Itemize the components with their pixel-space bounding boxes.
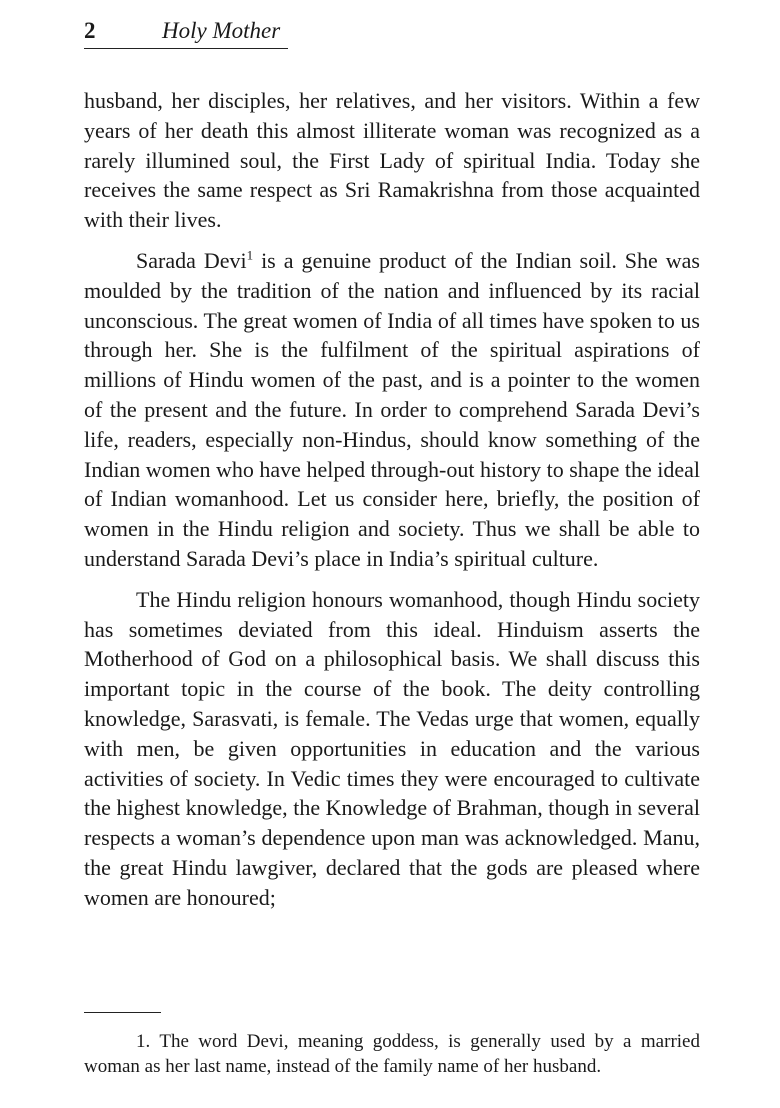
footnote-reference: 1: [246, 247, 254, 263]
page-number: 2: [84, 18, 96, 43]
paragraph-2-rest: is a genuine product of the Indian soil. She was moulded by the tradition of the nation and influenced by its racial unconscious. The great women of India of all times have spoken to us through her. She is the fulfilment of the spiritual aspirations of millions of Hindu women of the past, and is a pointer to the women of the present and the future. In order to comprehend Sarada Devi’s life, readers, especially non-Hindus, should know something of the Indian women who have helped through-out history to shape the ideal of Indian womanhood. Let us consider here, briefly, the position of women in the Hindu religion and society. Thus we shall be able to understand Sarada Devi’s place in India’s spiritual culture.: [84, 247, 700, 571]
book-page: [84, 14, 700, 913]
paragraph-1: husband, her disciples, her relatives, and her visitors. Within a few years of her death this almost illiterate woman was recognized as a rarely illumined soul, the First Lady of spiritual India. Today she receives the same respect as Sri Ramakrishna from those acquainted with their lives.: [84, 88, 700, 233]
running-head: [84, 14, 288, 49]
body-text: [84, 86, 700, 913]
footnote-divider: [84, 1012, 161, 1013]
paragraph-2: [84, 246, 700, 574]
paragraph-2-lead: Sarada Devi: [136, 247, 247, 273]
paragraph-3: The Hindu religion honours womanhood, though Hindu society has sometimes deviated from this ideal. Hinduism asserts the Motherhood of God on a philosophical basis. We shall discuss this important topic in the course of the book. The deity controlling knowledge, Sarasvati, is female. The Vedas urge that women, equally with men, be given opportunities in education and the various activities of society. In Vedic times they were encouraged to cultivate the highest knowledge, the Knowledge of Brahman, though in several respects a woman’s dependence upon man was acknowledged. Manu, the great Hindu lawgiver, declared that the gods are pleased where women are honoured;: [84, 586, 700, 910]
book-title: Holy Mother: [162, 18, 281, 43]
footnote: 1. The word Devi, meaning goddess, is generally used by a married woman as her last name, instead of the family name of her husband.: [84, 1031, 700, 1077]
